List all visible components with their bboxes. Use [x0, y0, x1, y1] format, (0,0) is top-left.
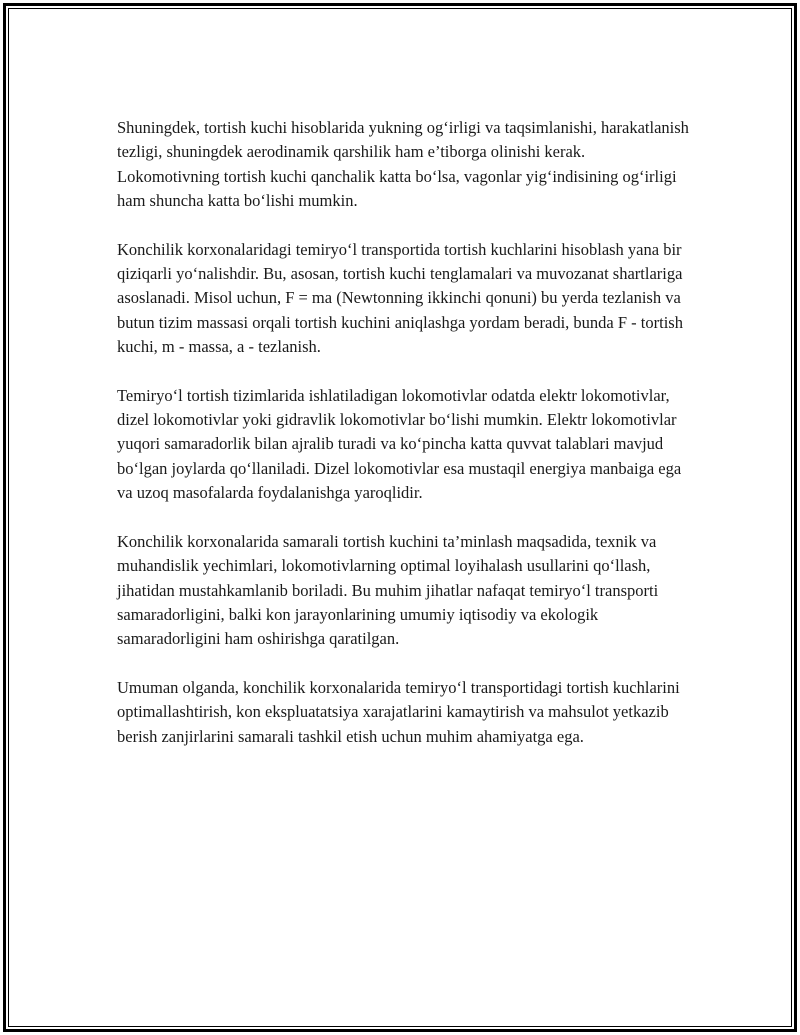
- document-body: [117, 116, 691, 773]
- paragraph: Umuman olganda, konchilik korxonalarida temiryo‘l transportidagi tortish kuchlarini optimallashtirish, kon ekspluatatsiya xarajatlarini kamaytirish va mahsulot yetkazib berish zanjirlarini samarali tashkil etish uchun muhim ahamiyatga ega.: [117, 677, 680, 746]
- paragraph: Shuningdek, tortish kuchi hisoblarida yukning og‘irligi va taqsimlanishi, harakatlanish tezligi, shuningdek aerodinamik qarshilik ham e’tiborga olinishi kerak. Lokomotivning tortish kuchi qanchalik katta bo‘lsa, vagonlar yig‘indisining og‘irligi ham shuncha katta bo‘lishi mumkin.: [117, 118, 689, 211]
- paragraph: Temiryo‘l tortish tizimlarida ishlatiladigan lokomotivlar odatda elektr lokomotivlar, dizel lokomotivlar yoki gidravlik lokomotivlar bo‘lishi mumkin. Elektr lokomotivlar yuqori samaradorlik bilan ajralib turadi va ko‘pincha katta quvvat talablari mavjud bo‘lgan joylarda qo‘llaniladi. Dizel lokomotivlar esa mustaqil energiya manbaiga ega va uzoq masofalarda foydalanishga yaroqlidir.: [117, 385, 682, 503]
- paragraph: Konchilik korxonalaridagi temiryo‘l transportida tortish kuchlarini hisoblash yana bir qiziqarli yo‘nalishdir. Bu, asosan, tortish kuchi tenglamalari va muvozanat shartlariga asoslanadi. Misol uchun, F = ma (Newtonning ikkinchi qonuni) bu yerda tezlanish va butun tizim massasi orqali tortish kuchini aniqlashga yordam beradi, bunda F - tortish kuchi, m - massa, a - tezlanish.: [117, 239, 683, 357]
- paragraph: Konchilik korxonalarida samarali tortish kuchini ta’minlash maqsadida, texnik va muhandislik yechimlari, lokomotivlarning optimal loyihalash usullarini qo‘llash, jihatidan mustahkamlanib boriladi. Bu muhim jihatlar nafaqat temiryo‘l transporti samaradorligini, balki kon jarayonlarining umumiy iqtisodiy va ekologik samaradorligini ham oshirishga qaratilgan.: [117, 531, 659, 649]
